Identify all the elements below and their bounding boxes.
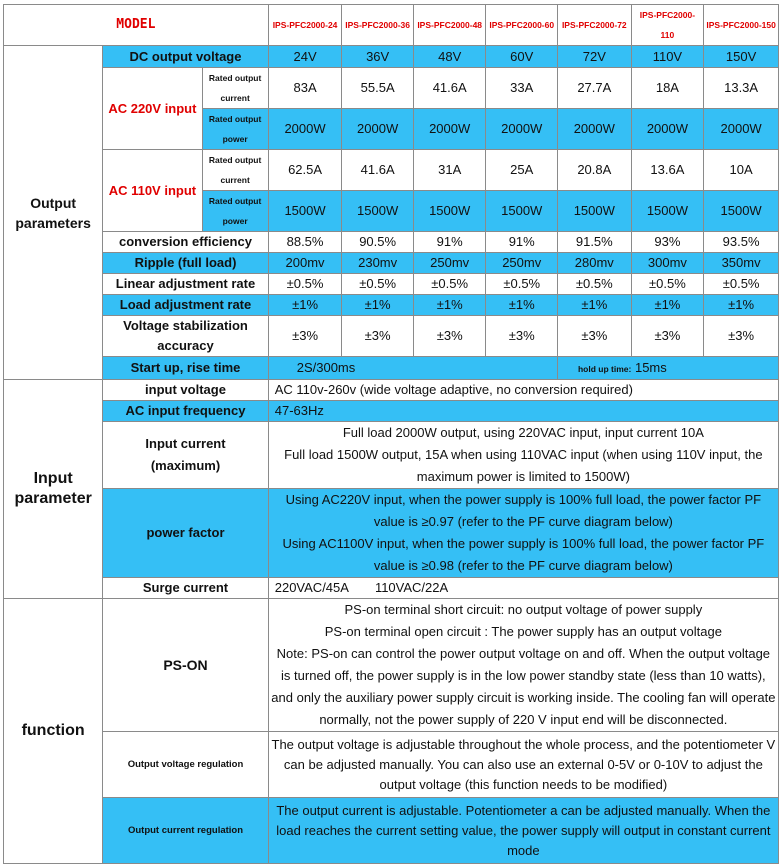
cell-value: ±1% bbox=[486, 295, 558, 316]
ac220-current-row bbox=[4, 68, 779, 109]
row-label: PS-ON bbox=[103, 599, 268, 732]
power-factor-row bbox=[4, 489, 779, 578]
cell-value: ±0.5% bbox=[342, 274, 414, 295]
cell-value: 83A bbox=[268, 68, 342, 109]
row-label: AC input frequency bbox=[103, 401, 268, 422]
row-label: Output voltage regulation bbox=[103, 732, 268, 798]
model-label: MODEL bbox=[4, 5, 269, 46]
ac110-current-row bbox=[4, 150, 779, 191]
input-voltage-value: AC 110v-260v (wide voltage adaptive, no conversion required) bbox=[268, 380, 778, 401]
cell-value: 2000W bbox=[631, 109, 704, 150]
pson-line: PS-on terminal open circuit : The power supply has an output voltage bbox=[324, 624, 722, 639]
model-row bbox=[4, 5, 779, 46]
cell-value: ±0.5% bbox=[557, 274, 631, 295]
row-label: DC output voltage bbox=[103, 46, 268, 68]
cell-value: ±1% bbox=[268, 295, 342, 316]
cell-value: 27.7A bbox=[557, 68, 631, 109]
cell-value: 24V bbox=[268, 46, 342, 68]
cell-value: ±1% bbox=[704, 295, 779, 316]
cell-value: 31A bbox=[413, 150, 486, 191]
cell-value: 1500W bbox=[631, 191, 704, 232]
pf-line: Using AC220V input, when the power supply is 100% full load, the power factor PF value is ≥0.97 (refer to the PF curve diagram below) bbox=[285, 492, 762, 529]
cell-value: 93% bbox=[631, 232, 704, 253]
cell-value: 350mv bbox=[704, 253, 779, 274]
model-name: IPS-PFC2000-110 bbox=[631, 5, 704, 46]
pson-row bbox=[4, 599, 779, 732]
cell-value: 200mv bbox=[268, 253, 342, 274]
cell-value: 10A bbox=[704, 150, 779, 191]
input-current-label-2: (maximum) bbox=[150, 458, 221, 473]
cell-value: 1500W bbox=[486, 191, 558, 232]
input-current-row bbox=[4, 422, 779, 489]
model-name: IPS-PFC2000-24 bbox=[268, 5, 342, 46]
cell-value: 230mv bbox=[342, 253, 414, 274]
ac110-label: AC 110V input bbox=[103, 150, 202, 232]
cell-value: 1500W bbox=[268, 191, 342, 232]
cell-value: ±3% bbox=[557, 316, 631, 357]
cell-value: 48V bbox=[413, 46, 486, 68]
cell-value: 90.5% bbox=[342, 232, 414, 253]
cell-value: 18A bbox=[631, 68, 704, 109]
row-label: Voltage stabilization accuracy bbox=[103, 316, 268, 357]
row-label: Start up, rise time bbox=[103, 357, 268, 380]
input-current-value bbox=[268, 422, 778, 489]
cell-value: 88.5% bbox=[268, 232, 342, 253]
cell-value: 60V bbox=[486, 46, 558, 68]
row-label bbox=[103, 422, 268, 489]
cell-value: 25A bbox=[486, 150, 558, 191]
cell-value: ±0.5% bbox=[704, 274, 779, 295]
cell-value: ±3% bbox=[631, 316, 704, 357]
cell-value: 1500W bbox=[413, 191, 486, 232]
cell-value: ±0.5% bbox=[268, 274, 342, 295]
surge-220: 220VAC/45A bbox=[274, 580, 349, 595]
row-sublabel: Rated output current bbox=[202, 68, 268, 109]
model-name: IPS-PFC2000-72 bbox=[557, 5, 631, 46]
cell-value: 1500W bbox=[342, 191, 414, 232]
cell-value: ±1% bbox=[557, 295, 631, 316]
cell-value: ±0.5% bbox=[631, 274, 704, 295]
row-label: input voltage bbox=[103, 380, 268, 401]
row-label: conversion efficiency bbox=[103, 232, 268, 253]
cell-value: ±1% bbox=[631, 295, 704, 316]
cell-value: 2000W bbox=[342, 109, 414, 150]
vreg-value: The output voltage is adjustable throughout the whole process, and the potentiometer V can be adjusted manually. You can also use an external 0-5V or 0-10V to adjust the output voltage (this function needs to be modified) bbox=[268, 732, 778, 798]
cell-value: ±3% bbox=[486, 316, 558, 357]
input-current-line: Full load 2000W output, using 220VAC input, input current 10A bbox=[342, 425, 704, 440]
row-label: power factor bbox=[103, 489, 268, 578]
cell-value: ±0.5% bbox=[413, 274, 486, 295]
vreg-row bbox=[4, 732, 779, 798]
row-sublabel: Rated output current bbox=[202, 150, 268, 191]
creg-value: The output current is adjustable. Potentiometer a can be adjusted manually. When the load reaches the current setting value, the power supply will output in constant current mode bbox=[268, 798, 778, 864]
model-name: IPS-PFC2000-36 bbox=[342, 5, 414, 46]
input-frequency-value: 47-63Hz bbox=[268, 401, 778, 422]
input-current-label: Input current bbox=[145, 436, 226, 451]
cell-value: 280mv bbox=[557, 253, 631, 274]
cell-value: ±3% bbox=[268, 316, 342, 357]
cell-value: 13.6A bbox=[631, 150, 704, 191]
cell-value: 91% bbox=[413, 232, 486, 253]
cell-value: 93.5% bbox=[704, 232, 779, 253]
surge-value bbox=[268, 578, 778, 599]
startup-row bbox=[4, 357, 779, 380]
ac220-label: AC 220V input bbox=[103, 68, 202, 150]
cell-value: 72V bbox=[557, 46, 631, 68]
cell-value: ±3% bbox=[413, 316, 486, 357]
row-label: Load adjustment rate bbox=[103, 295, 268, 316]
function-section-label: function bbox=[4, 599, 103, 864]
cell-value: 250mv bbox=[486, 253, 558, 274]
cell-value: 36V bbox=[342, 46, 414, 68]
row-label: Output current regulation bbox=[103, 798, 268, 864]
input-current-line: Full load 1500W output, 15A when using 110VAC input (when using 110V input, the maximum power is limited to 1500W) bbox=[284, 447, 763, 484]
cell-value: 250mv bbox=[413, 253, 486, 274]
model-name: IPS-PFC2000-48 bbox=[413, 5, 486, 46]
pson-line: Note: PS-on can control the power output voltage on and off. When the output voltage is turned off, the power supply is in the low power standby state (less than 10 watts), and only the auxiliary power supply circuit is working inside. The cooling fan will operate normally, not the power supply of 220 V input end will be disconnected. bbox=[271, 646, 776, 727]
startup-value bbox=[268, 357, 557, 380]
row-sublabel: Rated output power bbox=[202, 191, 268, 232]
row-sublabel: Rated output power bbox=[202, 109, 268, 150]
holdup-cell bbox=[557, 357, 778, 380]
input-voltage-row bbox=[4, 380, 779, 401]
cell-value: 13.3A bbox=[704, 68, 779, 109]
ripple-row bbox=[4, 253, 779, 274]
cell-value: ±3% bbox=[342, 316, 414, 357]
cell-value: 110V bbox=[631, 46, 704, 68]
surge-row bbox=[4, 578, 779, 599]
cell-value: ±3% bbox=[704, 316, 779, 357]
cell-value: ±1% bbox=[342, 295, 414, 316]
cell-value: 300mv bbox=[631, 253, 704, 274]
power-factor-value bbox=[268, 489, 778, 578]
linear-row bbox=[4, 274, 779, 295]
creg-row bbox=[4, 798, 779, 864]
accuracy-row bbox=[4, 316, 779, 357]
cell-value: ±0.5% bbox=[486, 274, 558, 295]
input-frequency-row bbox=[4, 401, 779, 422]
spec-table bbox=[3, 4, 779, 864]
cell-value: 20.8A bbox=[557, 150, 631, 191]
cell-value: 1500W bbox=[557, 191, 631, 232]
load-row bbox=[4, 295, 779, 316]
cell-value: 2000W bbox=[413, 109, 486, 150]
row-label: Linear adjustment rate bbox=[103, 274, 268, 295]
startup-time: 2S/300ms bbox=[296, 360, 356, 375]
output-section-label: Output parameters bbox=[4, 46, 103, 380]
cell-value: ±1% bbox=[413, 295, 486, 316]
cell-value: 150V bbox=[704, 46, 779, 68]
pf-line: Using AC1100V input, when the power supply is 100% full load, the power factor PF value is ≥0.98 (refer to the PF curve diagram below) bbox=[282, 536, 765, 573]
cell-value: 2000W bbox=[704, 109, 779, 150]
pson-line: PS-on terminal short circuit: no output voltage of power supply bbox=[344, 602, 703, 617]
efficiency-row bbox=[4, 232, 779, 253]
dc-voltage-row bbox=[4, 46, 779, 68]
cell-value: 2000W bbox=[268, 109, 342, 150]
row-label: Ripple (full load) bbox=[103, 253, 268, 274]
cell-value: 41.6A bbox=[342, 150, 414, 191]
model-name: IPS-PFC2000-150 bbox=[704, 5, 779, 46]
cell-value: 2000W bbox=[557, 109, 631, 150]
holdup-value: 15ms bbox=[634, 359, 667, 375]
cell-value: 1500W bbox=[704, 191, 779, 232]
cell-value: 2000W bbox=[486, 109, 558, 150]
cell-value: 91.5% bbox=[557, 232, 631, 253]
pson-value bbox=[268, 599, 778, 732]
surge-110: 110VAC/22A bbox=[374, 580, 449, 595]
cell-value: 55.5A bbox=[342, 68, 414, 109]
row-label: Surge current bbox=[103, 578, 268, 599]
cell-value: 91% bbox=[486, 232, 558, 253]
holdup-label: hold up time: bbox=[577, 363, 632, 374]
input-section-label: Input parameter bbox=[4, 380, 103, 599]
cell-value: 33A bbox=[486, 68, 558, 109]
cell-value: 62.5A bbox=[268, 150, 342, 191]
cell-value: 41.6A bbox=[413, 68, 486, 109]
model-name: IPS-PFC2000-60 bbox=[486, 5, 558, 46]
